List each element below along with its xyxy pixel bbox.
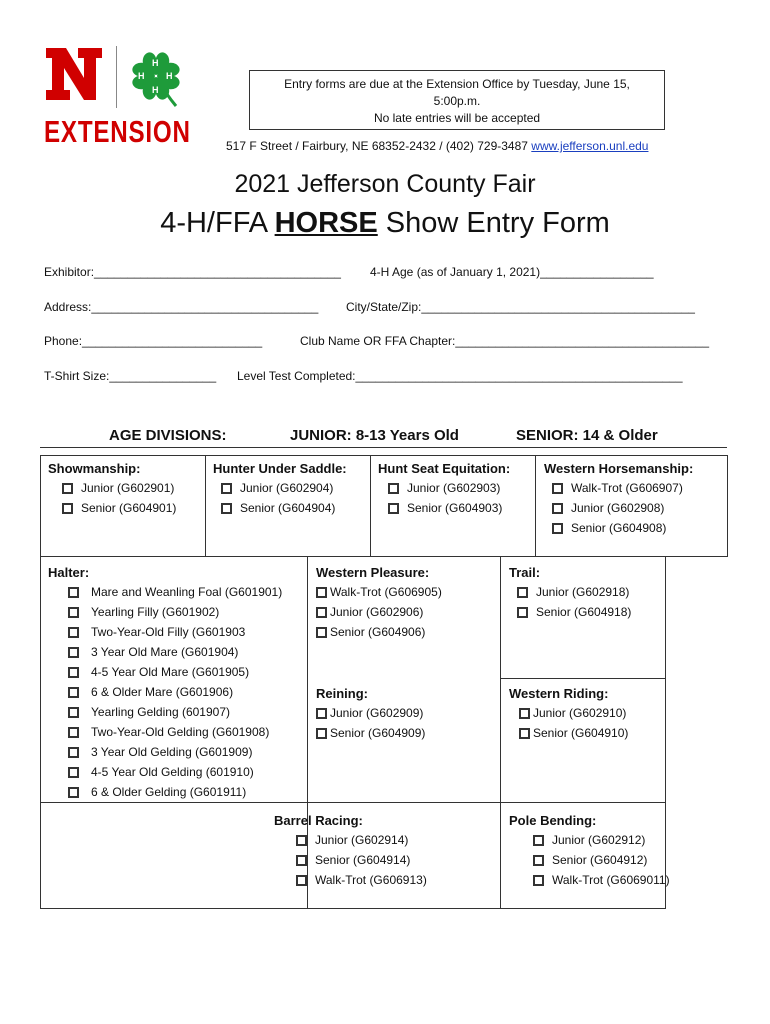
- option-label: Senior (G604910): [533, 726, 629, 740]
- age-divisions-label: AGE DIVISIONS:: [109, 427, 227, 444]
- svg-text:H: H: [166, 71, 173, 81]
- option-label: Senior (G604909): [330, 726, 426, 740]
- deadline-notice-box: [249, 70, 665, 130]
- grid-divider: [370, 455, 371, 557]
- western-pleasure-title: Western Pleasure:: [316, 565, 430, 580]
- extension-wordmark: EXTENSION: [44, 114, 191, 149]
- western-riding-title: Western Riding:: [509, 686, 609, 701]
- horsemanship-senior-option[interactable]: [552, 518, 693, 538]
- option-label: Walk-Trot (G606905): [330, 585, 442, 599]
- exhibitor-field[interactable]: Exhibitor:_____________________________________: [44, 265, 341, 279]
- reining-junior-option[interactable]: [316, 703, 425, 723]
- option-label: Junior (G602912): [552, 833, 646, 847]
- pleasure-walktrot-option[interactable]: [316, 582, 442, 602]
- grid-divider: [535, 455, 536, 557]
- city-state-zip-field[interactable]: City/State/Zip:_________________________________________: [346, 300, 695, 314]
- western-horsemanship-section: [544, 461, 693, 538]
- senior-division-label: SENIOR: 14 & Older: [516, 427, 658, 444]
- checkbox[interactable]: [296, 835, 307, 846]
- notice-line-2: 5:00p.m.: [433, 94, 481, 108]
- option-label: Walk-Trot (G606907): [571, 481, 683, 495]
- svg-text:H: H: [152, 85, 159, 95]
- option-label: Senior (G604901): [81, 501, 177, 515]
- tshirt-size-field[interactable]: T-Shirt Size:________________: [44, 369, 217, 383]
- option-label: Senior (G604904): [240, 501, 336, 515]
- option-label: Junior (G602906): [330, 605, 424, 619]
- western-horsemanship-title: Western Horsemanship:: [544, 461, 694, 476]
- option-label: Junior (G602909): [330, 706, 424, 720]
- checkbox[interactable]: [316, 627, 327, 638]
- halter-section: [48, 565, 282, 802]
- horsemanship-junior-option[interactable]: [552, 498, 693, 518]
- grid-line: [40, 556, 41, 803]
- 4h-clover-logo-icon: [124, 44, 188, 108]
- hunter-junior-option[interactable]: [221, 478, 347, 498]
- option-label: Two-Year-Old Gelding (G601908): [91, 725, 270, 739]
- option-label: Junior (G602908): [571, 501, 665, 515]
- checkbox[interactable]: [517, 607, 528, 618]
- halter-title: Halter:: [48, 565, 90, 580]
- halter-option[interactable]: [68, 662, 282, 682]
- hunt-seat-equitation-section: [378, 461, 510, 518]
- checkbox[interactable]: [296, 875, 307, 886]
- reining-title: Reining:: [316, 686, 368, 701]
- huntseat-junior-option[interactable]: [388, 478, 510, 498]
- grid-line: [500, 678, 666, 679]
- halter-option[interactable]: [68, 782, 282, 802]
- checkbox[interactable]: [388, 483, 399, 494]
- checkbox[interactable]: [68, 707, 79, 718]
- riding-senior-option[interactable]: [519, 723, 628, 743]
- option-label: Junior (G602910): [533, 706, 627, 720]
- showmanship-section: [48, 461, 176, 518]
- barrel-senior-option[interactable]: [296, 850, 427, 870]
- halter-option[interactable]: [68, 682, 282, 702]
- showmanship-senior-option[interactable]: [62, 498, 176, 518]
- trail-junior-option[interactable]: [517, 582, 631, 602]
- huntseat-senior-option[interactable]: [388, 498, 510, 518]
- horsemanship-walktrot-option[interactable]: [552, 478, 693, 498]
- office-address: [226, 139, 648, 153]
- checkbox[interactable]: [62, 483, 73, 494]
- barrel-walktrot-option[interactable]: [296, 870, 427, 890]
- option-label: Two-Year-Old Filly (G601903: [91, 625, 246, 639]
- hunter-under-saddle-section: [213, 461, 347, 518]
- option-label: Senior (G604918): [536, 605, 632, 619]
- pole-walktrot-option[interactable]: [533, 870, 670, 890]
- option-label: Senior (G604903): [407, 501, 503, 515]
- address-field[interactable]: Address:__________________________________: [44, 300, 319, 314]
- checkbox[interactable]: [519, 708, 530, 719]
- form-title-post: Show Entry Form: [377, 207, 610, 239]
- reining-section: [316, 686, 425, 743]
- option-label: 4-5 Year Old Mare (G601905): [91, 665, 250, 679]
- halter-option[interactable]: [68, 742, 282, 762]
- checkbox[interactable]: [533, 835, 544, 846]
- checkbox[interactable]: [316, 708, 327, 719]
- barrel-junior-option[interactable]: [296, 830, 427, 850]
- checkbox[interactable]: [316, 587, 327, 598]
- trail-senior-option[interactable]: [517, 602, 631, 622]
- checkbox[interactable]: [533, 875, 544, 886]
- checkbox[interactable]: [221, 503, 232, 514]
- option-label: Junior (G602903): [407, 481, 501, 495]
- reining-senior-option[interactable]: [316, 723, 425, 743]
- notice-line-1: Entry forms are due at the Extension Office by Tuesday, June 15,: [284, 77, 630, 91]
- level-test-field[interactable]: Level Test Completed:_________________________________________________: [237, 369, 683, 383]
- option-label: 4-5 Year Old Gelding (601910): [91, 765, 254, 779]
- option-label: Yearling Filly (G601902): [91, 605, 220, 619]
- checkbox[interactable]: [68, 727, 79, 738]
- checkbox[interactable]: [62, 503, 73, 514]
- age-field[interactable]: 4-H Age (as of January 1, 2021)_________________: [370, 265, 654, 279]
- pleasure-senior-option[interactable]: [316, 622, 442, 642]
- divisions-rule: [40, 447, 727, 448]
- checkbox[interactable]: [68, 687, 79, 698]
- western-riding-section: [509, 686, 628, 743]
- showmanship-junior-option[interactable]: [62, 478, 176, 498]
- checkbox[interactable]: [68, 587, 79, 598]
- halter-option[interactable]: [68, 622, 282, 642]
- checkbox[interactable]: [517, 587, 528, 598]
- option-label: Walk-Trot (G606913): [315, 873, 427, 887]
- svg-text:H: H: [138, 71, 145, 81]
- notice-line-3: No late entries will be accepted: [373, 111, 541, 125]
- option-label: Senior (G604906): [330, 625, 426, 639]
- checkbox[interactable]: [68, 747, 79, 758]
- halter-option[interactable]: [68, 762, 282, 782]
- checkbox[interactable]: [552, 523, 563, 534]
- pole-junior-option[interactable]: [533, 830, 670, 850]
- grid-divider: [205, 455, 206, 557]
- pole-bending-title: Pole Bending:: [509, 813, 597, 828]
- junior-division-label: JUNIOR: 8-13 Years Old: [290, 427, 459, 444]
- nebraska-n-logo-icon: [44, 46, 104, 102]
- halter-option[interactable]: [68, 582, 282, 602]
- option-label: Senior (G604912): [552, 853, 648, 867]
- form-title-pre: 4-H/FFA: [160, 207, 275, 239]
- checkbox[interactable]: [519, 728, 530, 739]
- checkbox[interactable]: [552, 483, 563, 494]
- checkbox[interactable]: [68, 787, 79, 798]
- hunter-senior-option[interactable]: [221, 498, 347, 518]
- checkbox[interactable]: [68, 627, 79, 638]
- checkbox[interactable]: [68, 647, 79, 658]
- pole-bending-section: [509, 813, 670, 890]
- address-text: 517 F Street / Fairbury, NE 68352-2432 / (402) 729-3487: [226, 139, 528, 153]
- option-label: Junior (G602918): [536, 585, 630, 599]
- phone-field[interactable]: Phone:___________________________: [44, 334, 263, 348]
- showmanship-title: Showmanship:: [48, 461, 141, 476]
- checkbox[interactable]: [533, 855, 544, 866]
- option-label: 6 & Older Gelding (G601911): [91, 785, 247, 799]
- western-pleasure-section: [316, 565, 442, 642]
- form-title: [0, 207, 770, 240]
- option-label: Junior (G602904): [240, 481, 334, 495]
- option-label: Senior (G604908): [571, 521, 667, 535]
- trail-title: Trail:: [509, 565, 541, 580]
- checkbox[interactable]: [221, 483, 232, 494]
- club-chapter-field[interactable]: Club Name OR FFA Chapter:______________________________________: [300, 334, 709, 348]
- form-title-horse: HORSE: [274, 207, 378, 239]
- option-label: Junior (G602901): [81, 481, 175, 495]
- halter-option[interactable]: [68, 602, 282, 622]
- option-label: 3 Year Old Mare (G601904): [91, 645, 239, 659]
- checkbox[interactable]: [68, 607, 79, 618]
- pleasure-junior-option[interactable]: [316, 602, 442, 622]
- checkbox[interactable]: [296, 855, 307, 866]
- halter-option[interactable]: [68, 642, 282, 662]
- checkbox[interactable]: [388, 503, 399, 514]
- barrel-racing-title: Barrel Racing:: [274, 813, 363, 828]
- svg-text:H: H: [152, 58, 159, 68]
- barrel-racing-section: [274, 813, 427, 890]
- halter-option[interactable]: [68, 702, 282, 722]
- checkbox[interactable]: [68, 767, 79, 778]
- option-label: Walk-Trot (G6069011): [552, 873, 670, 887]
- checkbox[interactable]: [552, 503, 563, 514]
- trail-section: [509, 565, 631, 622]
- pole-senior-option[interactable]: [533, 850, 670, 870]
- checkbox[interactable]: [316, 728, 327, 739]
- option-label: Yearling Gelding (601907): [91, 705, 230, 719]
- grid-line: [40, 556, 666, 557]
- riding-junior-option[interactable]: [519, 703, 628, 723]
- website-link[interactable]: www.jefferson.unl.edu: [531, 139, 649, 153]
- option-label: Mare and Weanling Foal (G601901): [91, 585, 283, 599]
- hunter-under-saddle-title: Hunter Under Saddle:: [213, 461, 347, 476]
- page-title: 2021 Jefferson County Fair: [234, 170, 536, 198]
- checkbox[interactable]: [316, 607, 327, 618]
- option-label: 3 Year Old Gelding (G601909): [91, 745, 253, 759]
- halter-option[interactable]: [68, 722, 282, 742]
- logo-divider: [116, 46, 117, 108]
- option-label: Junior (G602914): [315, 833, 409, 847]
- option-label: Senior (G604914): [315, 853, 411, 867]
- checkbox[interactable]: [68, 667, 79, 678]
- hunt-seat-equitation-title: Hunt Seat Equitation:: [378, 461, 511, 476]
- option-label: 6 & Older Mare (G601906): [91, 685, 234, 699]
